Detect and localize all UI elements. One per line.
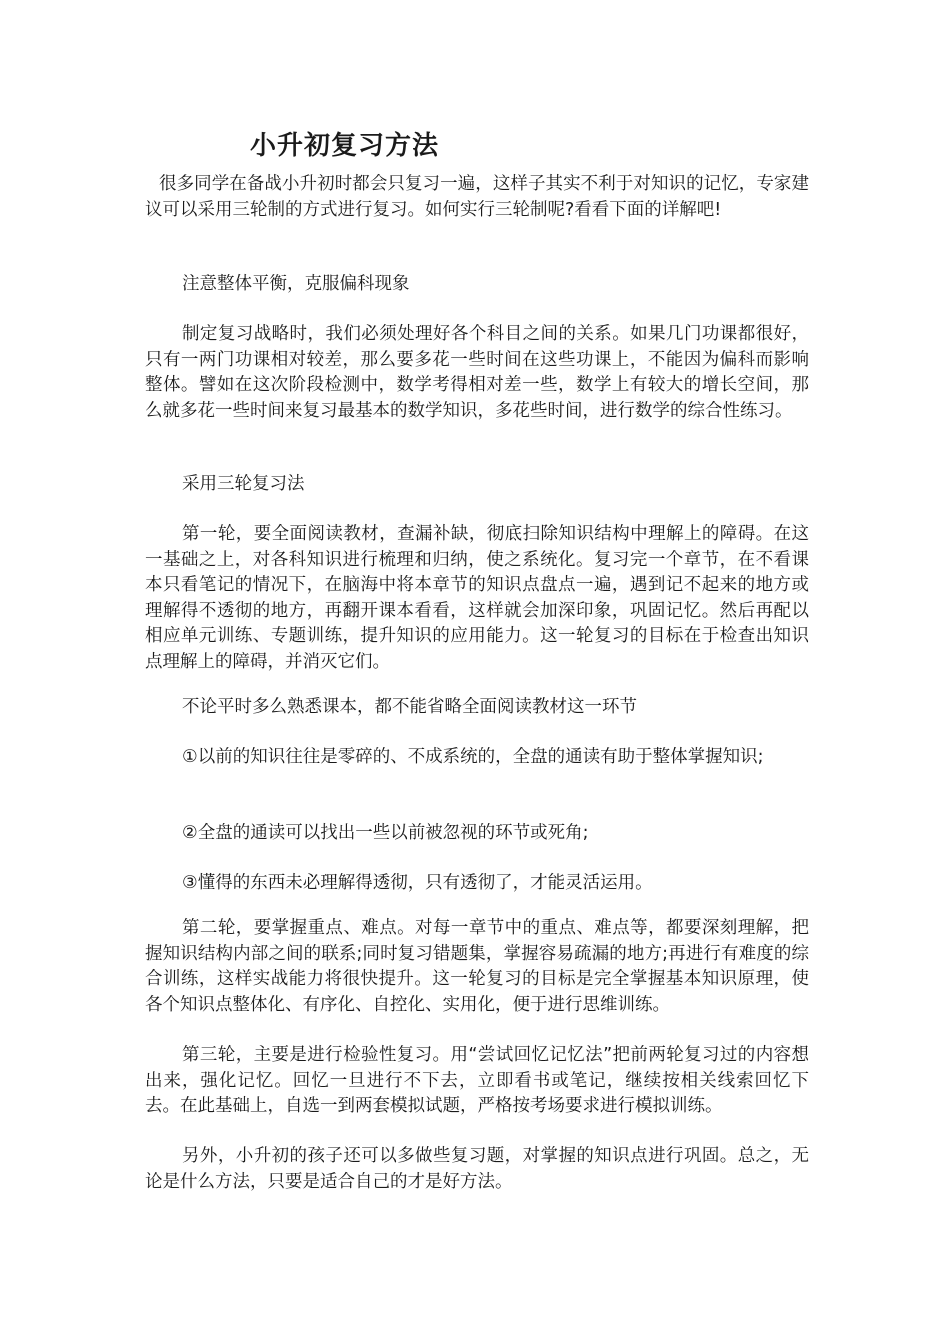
section-heading-balance: 注意整体平衡，克服偏科现象 xyxy=(182,274,410,294)
paragraph-first-round: 第一轮，要全面阅读教材，查漏补缺，彻底扫除知识结构中理解上的障碍。在这一基础之上，对各科知识进行梳理和归纳，使之系统化。复习完一个章节，在不看课本只看笔记的情况下，在脑海中将本章节的知识点盘点一遍，遇到记不起来的地方或理解得不透彻的地方，再翻开课本看看，这样就会加深印象，巩固记忆。然后再配以相应单元训练、专题训练，提升知识的应用能力。这一轮复习的目标在于检查出知识点理解上的障碍，并消灭它们。 xyxy=(145,524,809,672)
intro-paragraph: 很多同学在备战小升初时都会只复习一遍，这样子其实不利于对知识的记忆，专家建议可以采用三轮制的方式进行复习。如何实行三轮制呢?看看下面的详解吧! xyxy=(145,174,809,220)
paragraph-balance: 制定复习战略时，我们必须处理好各个科目之间的关系。如果几门功课都很好，只有一两门功课相对较差，那么要多花一些时间在这些功课上，不能因为偏科而影响整体。譬如在这次阶段检测中，数学考得相对差一些，数学上有较大的增长空间，那么就多花一些时间来复习最基本的数学知识，多花些时间，进行数学的综合性练习。 xyxy=(145,324,809,421)
paragraph-conclusion: 另外，小升初的孩子还可以多做些复习题，对掌握的知识点进行巩固。总之，无论是什么方法，只要是适合自己的才是好方法。 xyxy=(145,1146,809,1192)
list-item-1: ①以前的知识往往是零碎的、不成系统的，全盘的通读有助于整体掌握知识; xyxy=(182,747,764,767)
list-item-2: ②全盘的通读可以找出一些以前被忽视的环节或死角; xyxy=(182,823,589,843)
section-heading-three-rounds: 采用三轮复习法 xyxy=(182,474,305,494)
document-title: 小升初复习方法 xyxy=(250,131,440,161)
section-heading-read-textbook: 不论平时多么熟悉课本，都不能省略全面阅读教材这一环节 xyxy=(182,697,637,717)
paragraph-second-round: 第二轮，要掌握重点、难点。对每一章节中的重点、难点等，都要深刻理解，把握知识结构内部之间的联系;同时复习错题集，掌握容易疏漏的地方;再进行有难度的综合训练，这样实战能力将很快提升。这一轮复习的目标是完全掌握基本知识原理，使各个知识点整体化、有序化、自控化、实用化，便于进行思维训练。 xyxy=(145,918,809,1015)
list-item-3: ③懂得的东西未必理解得透彻，只有透彻了，才能灵活运用。 xyxy=(182,873,653,893)
paragraph-third-round: 第三轮，主要是进行检验性复习。用“尝试回忆记忆法”把前两轮复习过的内容想出来，强化记忆。回忆一旦进行不下去，立即看书或笔记，继续按相关线索回忆下去。在此基础上，自选一到两套模拟试题，严格按考场要求进行模拟训练。 xyxy=(145,1045,809,1116)
